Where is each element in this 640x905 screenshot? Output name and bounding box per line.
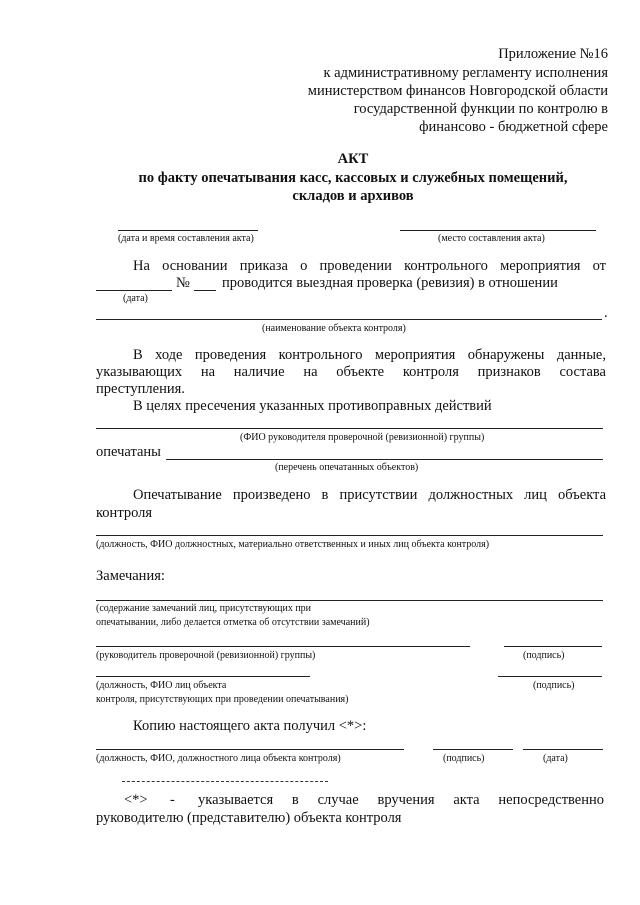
paragraph-findings-line-3: преступления.: [96, 381, 185, 397]
copy-signature-line[interactable]: [433, 749, 513, 750]
caption-date-2: (дата): [543, 753, 568, 764]
position-field-line[interactable]: [96, 676, 310, 677]
caption-object-name: (наименование объекта контроля): [262, 323, 406, 334]
caption-place: (место составления акта): [438, 233, 545, 244]
caption-signature-1: (подпись): [523, 650, 565, 661]
caption-remarks-1: (содержание замечаний лиц, присутствующих при: [96, 603, 312, 614]
head-fio-field-line[interactable]: [96, 428, 603, 429]
caption-remarks-2: опечатывании, либо делается отметка об отсутствии замечаний): [96, 617, 370, 628]
caption-sealed-list: (перечень опечатанных объектов): [275, 462, 419, 473]
footnote-separator: [122, 781, 328, 782]
caption-date-time: (дата и время составления акта): [118, 233, 254, 244]
paragraph-findings-line-2: указывающих на наличие на объекте контроля признаков состава: [96, 364, 606, 380]
footnote-line-2: руководителю (представителю) объекта контроля: [96, 810, 402, 826]
footnote-line-1: указывается в случае вручения акта непосредственно: [198, 792, 604, 808]
period-mark: .: [604, 305, 608, 321]
copy-received-text: Копию настоящего акта получил <*>:: [133, 718, 367, 734]
remarks-label: Замечания:: [96, 568, 165, 584]
document-subtitle-1: по факту опечатывания касс, кассовых и служебных помещений,: [138, 170, 568, 186]
document-subtitle-2: складов и архивов: [292, 188, 414, 204]
official-copy-field-line[interactable]: [96, 749, 404, 750]
object-name-field-line[interactable]: [96, 319, 602, 320]
caption-position-1: (должность, ФИО лиц объекта: [96, 680, 227, 691]
caption-official-copy: (должность, ФИО, должностного лица объекта контроля): [96, 753, 341, 764]
paragraph-presence-line-1: Опечатывание произведено в присутствии должностных лиц объекта: [133, 487, 606, 503]
place-field-line[interactable]: [400, 230, 596, 231]
header-line-4: государственной функции по контролю в: [353, 101, 608, 117]
officials-signature-line[interactable]: [498, 676, 602, 677]
paragraph-findings-line-1: В ходе проведения контрольного мероприятия обнаружены данные,: [133, 347, 606, 363]
header-line-2: к административному регламенту исполнения: [323, 65, 608, 81]
document-title: АКТ: [337, 151, 369, 167]
sealed-list-field-line[interactable]: [166, 459, 603, 460]
caption-officials: (должность, ФИО должностных, материально ответственных и иных лиц объекта контроля): [96, 539, 490, 550]
paragraph-prevention: В целях пресечения указанных противоправных действий: [133, 398, 492, 414]
group-head-field-line[interactable]: [96, 646, 470, 647]
paragraph-basis-line-1: На основании приказа о проведении контрольного мероприятия от: [133, 258, 606, 274]
order-date-field-line[interactable]: [96, 290, 172, 291]
footnote-mark: <*>: [124, 792, 148, 808]
order-number-field-line[interactable]: [194, 290, 216, 291]
date-time-field-line[interactable]: [118, 230, 258, 231]
caption-date: (дата): [123, 293, 148, 304]
paragraph-presence-line-2: контроля: [96, 505, 153, 521]
paragraph-basis-line-2: проводится выездная проверка (ревизия) в отношении: [222, 275, 558, 291]
caption-position-2: контроля, присутствующих при проведении опечатывания): [96, 694, 349, 705]
caption-signature-3: (подпись): [443, 753, 485, 764]
group-head-signature-line[interactable]: [504, 646, 602, 647]
caption-head-fio: (ФИО руководителя проверочной (ревизионной) группы): [240, 432, 485, 443]
number-sign: №: [176, 275, 190, 291]
header-line-5: финансово - бюджетной сфере: [419, 119, 608, 135]
officials-field-line[interactable]: [96, 535, 603, 536]
sealed-label: опечатаны: [96, 444, 161, 460]
caption-signature-2: (подпись): [533, 680, 575, 691]
copy-date-line[interactable]: [523, 749, 603, 750]
remarks-field-line[interactable]: [96, 600, 603, 601]
appendix-number: Приложение №16: [498, 46, 608, 62]
footnote-dash: -: [170, 792, 175, 808]
header-line-3: министерством финансов Новгородской области: [307, 83, 608, 99]
caption-group-head: (руководитель проверочной (ревизионной) группы): [96, 650, 316, 661]
